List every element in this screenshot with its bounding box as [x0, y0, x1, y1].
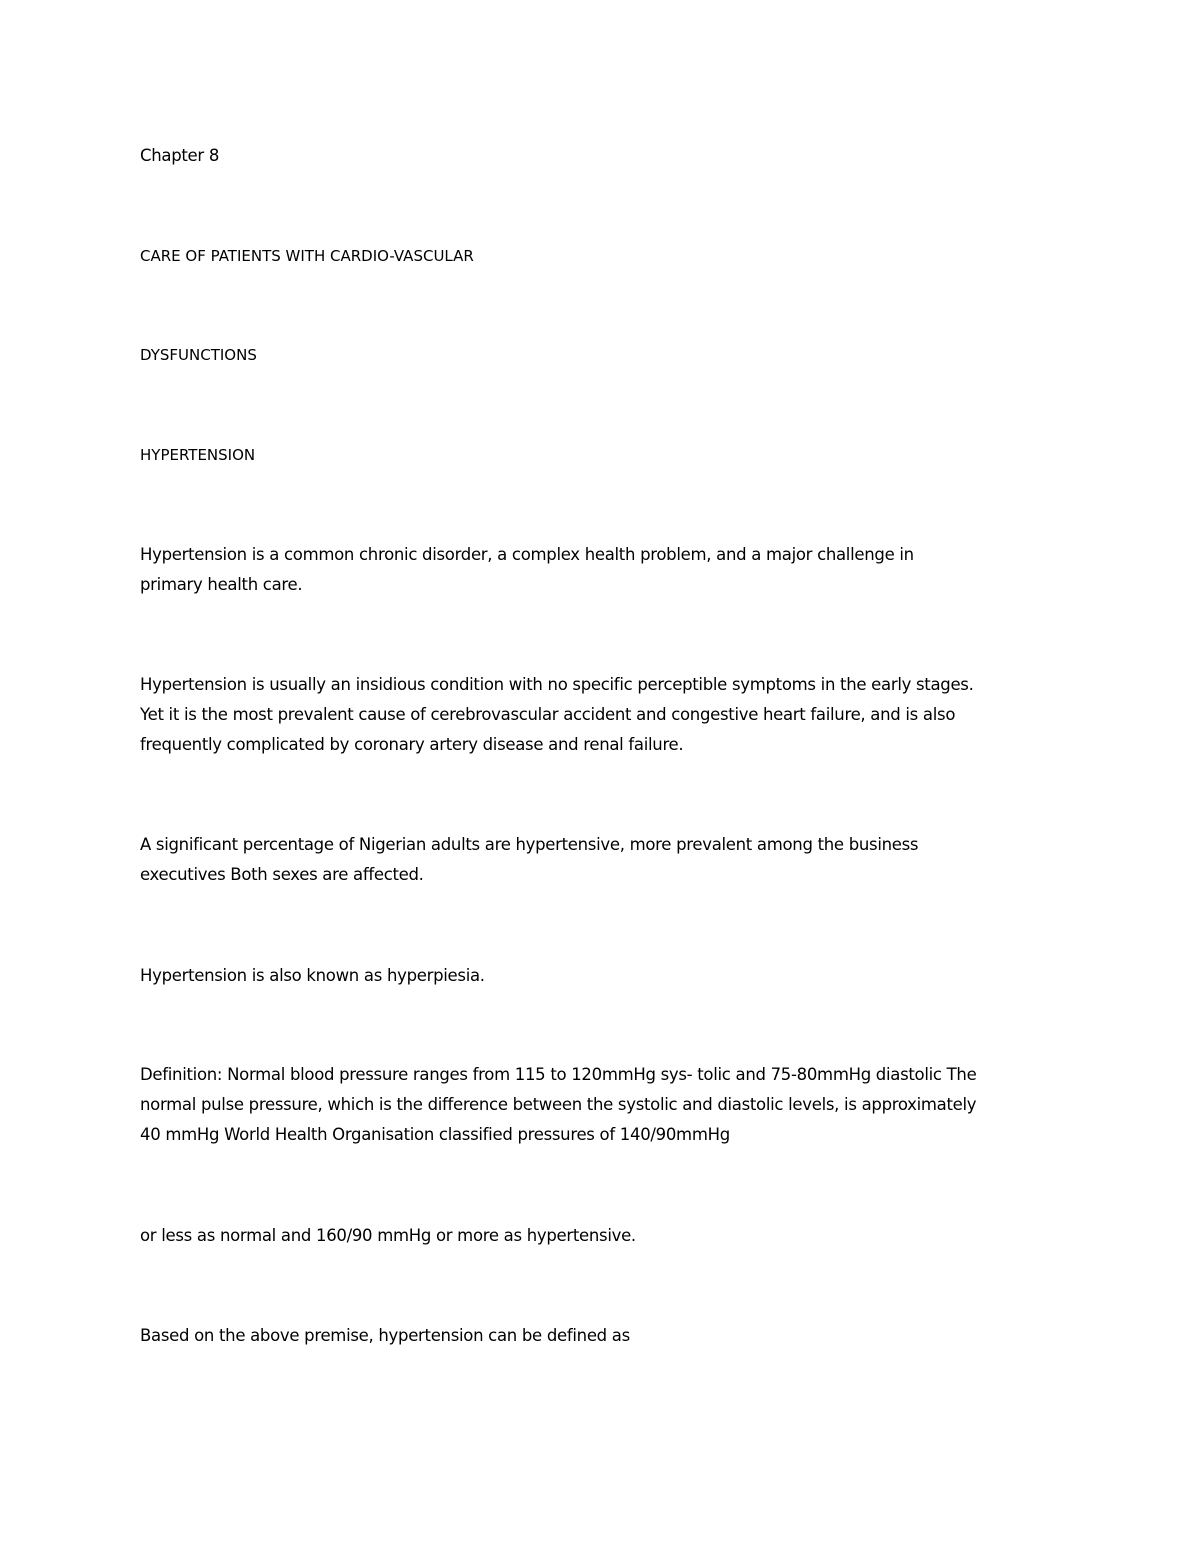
paragraph-line: Based on the above premise, hypertension can be defined as — [140, 1326, 630, 1345]
paragraph-alias — [140, 961, 1070, 991]
paragraph-classification — [140, 1221, 1070, 1251]
paragraph-line: Hypertension is usually an insidious condition with no specific perceptible symptoms in the early stages. — [140, 675, 974, 694]
paragraph-line: or less as normal and 160/90 mmHg or more as hypertensive. — [140, 1226, 636, 1245]
paragraph-line: frequently complicated by coronary artery disease and renal failure. — [140, 735, 684, 754]
chapter-label: Chapter 8 — [140, 146, 220, 165]
paragraph-line: executives Both sexes are affected. — [140, 865, 424, 884]
chapter-title-line-1: CARE OF PATIENTS WITH CARDIO-VASCULAR — [140, 247, 474, 265]
paragraph-line: Yet it is the most prevalent cause of cerebrovascular accident and congestive heart failure, and is also — [140, 705, 956, 724]
paragraph-intro — [140, 540, 1070, 600]
paragraph-prevalence — [140, 830, 1070, 890]
paragraph-line: normal pulse pressure, which is the difference between the systolic and diastolic levels, is approximately — [140, 1095, 977, 1114]
paragraph-line: primary health care. — [140, 575, 303, 594]
paragraph-premise — [140, 1321, 1070, 1351]
paragraph-definition — [140, 1060, 1070, 1150]
chapter-title-line-2: DYSFUNCTIONS — [140, 346, 257, 364]
section-heading: HYPERTENSION — [140, 446, 256, 464]
paragraph-line: Hypertension is a common chronic disorder, a complex health problem, and a major challenge in — [140, 545, 914, 564]
paragraph-line: 40 mmHg World Health Organisation classified pressures of 140/90mmHg — [140, 1125, 730, 1144]
paragraph-line: Definition: Normal blood pressure ranges from 115 to 120mmHg sys- tolic and 75-80mmHg diastolic The — [140, 1065, 977, 1084]
paragraph-line: Hypertension is also known as hyperpiesia. — [140, 966, 485, 985]
paragraph-line: A significant percentage of Nigerian adults are hypertensive, more prevalent among the business — [140, 835, 919, 854]
paragraph-symptoms — [140, 670, 1070, 760]
